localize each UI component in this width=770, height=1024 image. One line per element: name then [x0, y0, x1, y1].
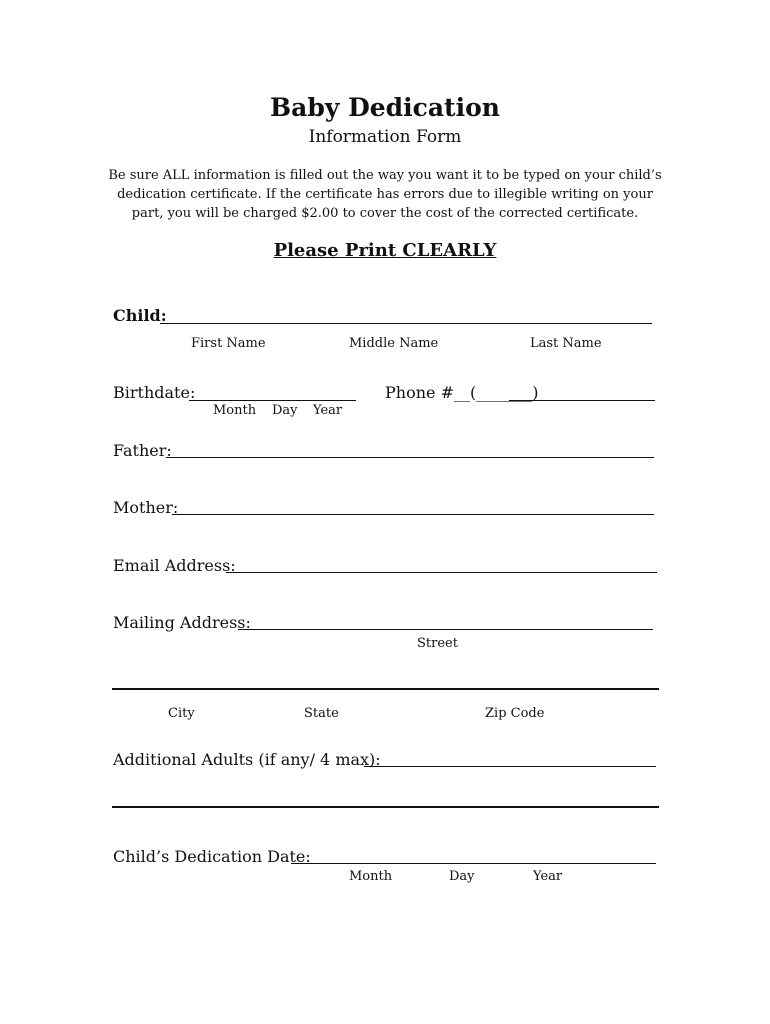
father-label: Father:	[113, 441, 172, 460]
phone-field[interactable]	[509, 400, 655, 401]
instructions-paragraph: Be sure ALL information is filled out the way you want it to be typed on your child’s dedication certificate. If the certificate has errors due to illegible writing on your part, you will be charged $2.00 to cover the cost of the corrected certificate.	[108, 168, 662, 221]
child-first-name-caption: First Name	[191, 336, 266, 351]
child-label: Child:	[113, 306, 167, 325]
phone-label: Phone #__(_______)	[385, 383, 539, 402]
child-last-name-caption: Last Name	[530, 336, 602, 351]
dedication-date-field[interactable]	[291, 863, 656, 864]
street-caption: Street	[417, 636, 458, 651]
dedication-month-caption: Month	[349, 869, 393, 884]
child-middle-name-caption: Middle Name	[349, 336, 439, 351]
birthdate-label: Birthdate:	[113, 383, 196, 402]
birthdate-year-caption: Year	[313, 403, 343, 418]
mailing-address-label: Mailing Address:	[113, 613, 251, 632]
form-title: Baby Dedication	[270, 93, 500, 122]
additional-adults-field[interactable]	[364, 766, 656, 767]
city-caption: City	[168, 706, 195, 721]
email-field[interactable]	[226, 572, 657, 573]
zip-code-caption: Zip Code	[485, 706, 545, 721]
mailing-street-field[interactable]	[238, 629, 653, 630]
print-clearly-notice	[0, 239, 770, 263]
mailing-city-state-zip-field[interactable]	[112, 688, 659, 690]
additional-adults-label: Additional Adults (if any/ 4 max):	[113, 750, 381, 769]
dedication-year-caption: Year	[533, 869, 563, 884]
dedication-date-label: Child’s Dedication Date:	[113, 847, 311, 866]
state-caption: State	[304, 706, 339, 721]
email-label: Email Address:	[113, 556, 236, 575]
child-name-field[interactable]	[160, 323, 652, 324]
birthdate-field[interactable]	[189, 400, 356, 401]
additional-adults-field-2[interactable]	[112, 806, 659, 808]
print-clearly-text: Please Print CLEARLY	[273, 240, 497, 261]
father-field[interactable]	[166, 457, 654, 458]
birthdate-month-caption: Month	[213, 403, 257, 418]
dedication-day-caption: Day	[449, 869, 475, 884]
mother-label: Mother:	[113, 498, 179, 517]
mother-field[interactable]	[172, 514, 654, 515]
birthdate-day-caption: Day	[272, 403, 298, 418]
form-subtitle: Information Form	[308, 127, 462, 147]
